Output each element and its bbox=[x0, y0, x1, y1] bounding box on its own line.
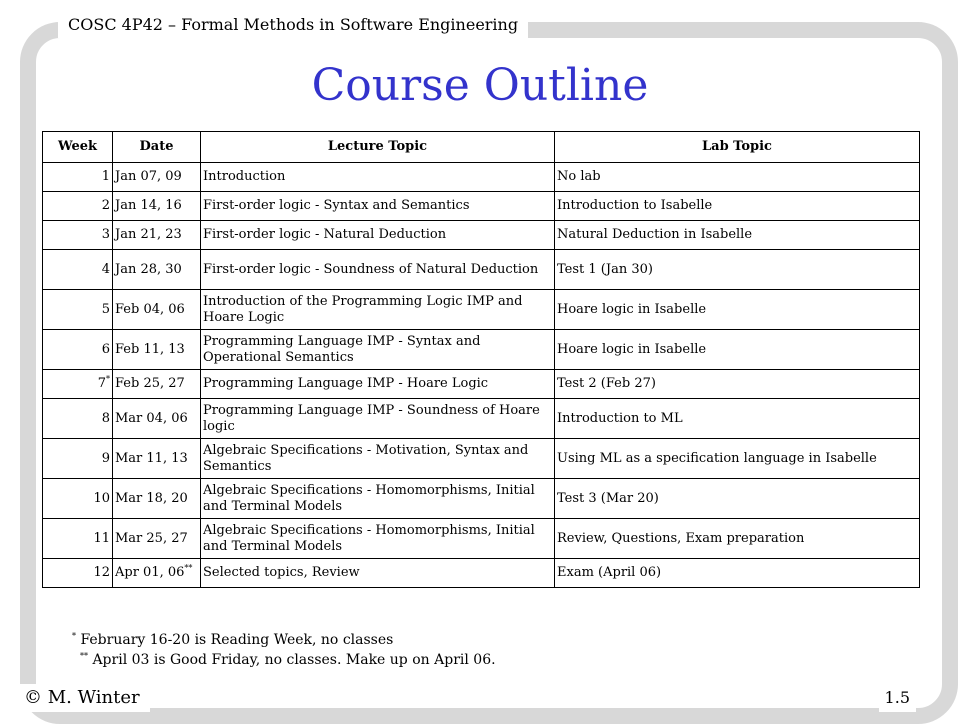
week-cell: 10 bbox=[43, 479, 113, 519]
lab-topic-cell: Test 1 (Jan 30) bbox=[555, 250, 920, 290]
date-cell: Mar 11, 13 bbox=[113, 439, 201, 479]
lab-topic-cell: No lab bbox=[555, 163, 920, 192]
lecture-topic-cell: First-order logic - Soundness of Natural Deduction bbox=[201, 250, 555, 290]
author-footer: © M. Winter bbox=[14, 684, 150, 712]
course-outline-table bbox=[42, 131, 920, 588]
lecture-topic-cell: Programming Language IMP - Syntax and Operational Semantics bbox=[201, 330, 555, 370]
slide-title: Course Outline bbox=[311, 60, 649, 111]
date-cell: Feb 11, 13 bbox=[113, 330, 201, 370]
lecture-topic-cell: First-order logic - Natural Deduction bbox=[201, 221, 555, 250]
table-row bbox=[43, 163, 920, 192]
lecture-topic-cell: Selected topics, Review bbox=[201, 559, 555, 588]
lecture-topic-cell: Introduction bbox=[201, 163, 555, 192]
lecture-topic-cell: Programming Language IMP - Soundness of Hoare logic bbox=[201, 399, 555, 439]
week-cell: 1 bbox=[43, 163, 113, 192]
date-cell: Jan 28, 30 bbox=[113, 250, 201, 290]
lab-topic-cell: Introduction to Isabelle bbox=[555, 192, 920, 221]
week-cell: 12 bbox=[43, 559, 113, 588]
week-cell: 8 bbox=[43, 399, 113, 439]
lecture-topic-cell: Algebraic Specifications - Homomorphisms, Initial and Terminal Models bbox=[201, 479, 555, 519]
table-row bbox=[43, 290, 920, 330]
table-row bbox=[43, 221, 920, 250]
date-cell: Jan 21, 23 bbox=[113, 221, 201, 250]
date-cell: Mar 04, 06 bbox=[113, 399, 201, 439]
lecture-topic-cell: First-order logic - Syntax and Semantics bbox=[201, 192, 555, 221]
week-cell: 7* bbox=[43, 370, 113, 399]
week-cell: 6 bbox=[43, 330, 113, 370]
lab-topic-cell: Hoare logic in Isabelle bbox=[555, 290, 920, 330]
table-row bbox=[43, 479, 920, 519]
lab-topic-cell: Introduction to ML bbox=[555, 399, 920, 439]
table-row bbox=[43, 559, 920, 588]
column-header-lab-topic: Lab Topic bbox=[555, 132, 920, 163]
week-cell: 3 bbox=[43, 221, 113, 250]
lab-topic-cell: Test 3 (Mar 20) bbox=[555, 479, 920, 519]
lecture-topic-cell: Algebraic Specifications - Motivation, Syntax and Semantics bbox=[201, 439, 555, 479]
week-cell: 9 bbox=[43, 439, 113, 479]
table-row bbox=[43, 250, 920, 290]
table-row bbox=[43, 370, 920, 399]
date-cell: Feb 04, 06 bbox=[113, 290, 201, 330]
lab-topic-cell: Hoare logic in Isabelle bbox=[555, 330, 920, 370]
date-cell: Mar 25, 27 bbox=[113, 519, 201, 559]
table-row bbox=[43, 330, 920, 370]
course-header: COSC 4P42 – Formal Methods in Software Engineering bbox=[58, 12, 528, 38]
week-cell: 4 bbox=[43, 250, 113, 290]
date-cell: Jan 07, 09 bbox=[113, 163, 201, 192]
column-header-week: Week bbox=[43, 132, 113, 163]
table-row bbox=[43, 399, 920, 439]
table-row bbox=[43, 519, 920, 559]
page-number: 1.5 bbox=[879, 684, 916, 712]
lab-topic-cell: Natural Deduction in Isabelle bbox=[555, 221, 920, 250]
lecture-topic-cell: Algebraic Specifications - Homomorphisms, Initial and Terminal Models bbox=[201, 519, 555, 559]
date-cell: Apr 01, 06** bbox=[113, 559, 201, 588]
week-cell: 5 bbox=[43, 290, 113, 330]
lecture-topic-cell: Introduction of the Programming Logic IMP and Hoare Logic bbox=[201, 290, 555, 330]
date-cell: Mar 18, 20 bbox=[113, 479, 201, 519]
lab-topic-cell: Test 2 (Feb 27) bbox=[555, 370, 920, 399]
lab-topic-cell: Exam (April 06) bbox=[555, 559, 920, 588]
week-cell: 2 bbox=[43, 192, 113, 221]
footnote-good-friday: ** April 03 is Good Friday, no classes. Make up on April 06. bbox=[80, 651, 496, 668]
date-cell: Jan 14, 16 bbox=[113, 192, 201, 221]
date-cell: Feb 25, 27 bbox=[113, 370, 201, 399]
table-row bbox=[43, 439, 920, 479]
footnote-reading-week: * February 16-20 is Reading Week, no classes bbox=[72, 631, 394, 648]
footnotes bbox=[72, 630, 496, 670]
lab-topic-cell: Using ML as a specification language in Isabelle bbox=[555, 439, 920, 479]
column-header-date: Date bbox=[113, 132, 201, 163]
column-header-lecture-topic: Lecture Topic bbox=[201, 132, 555, 163]
lab-topic-cell: Review, Questions, Exam preparation bbox=[555, 519, 920, 559]
table-row bbox=[43, 192, 920, 221]
table-header-row bbox=[43, 132, 920, 163]
lecture-topic-cell: Programming Language IMP - Hoare Logic bbox=[201, 370, 555, 399]
week-cell: 11 bbox=[43, 519, 113, 559]
